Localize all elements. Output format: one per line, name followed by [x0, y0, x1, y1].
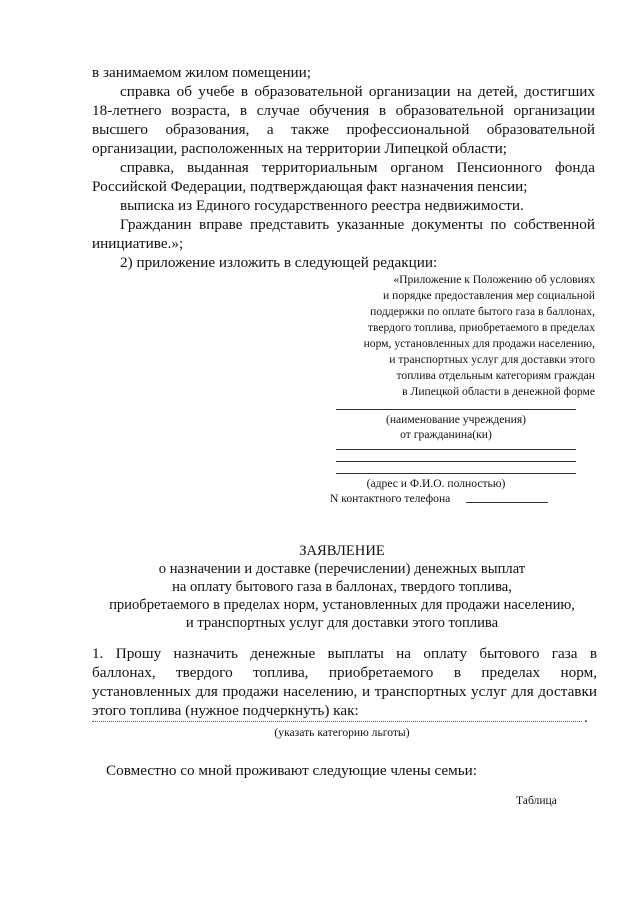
intro-line-7: Российской Федерации, подтверждающая факт назначения пенсии; — [92, 178, 528, 195]
statement-subtitle-3: приобретаемого в пределах норм, установленных для продажи населению, — [109, 597, 575, 613]
request-line-3: установленных для продажи населению, и транспортных услуг для доставки — [92, 683, 597, 700]
from-citizen-label: от гражданина(ки) — [400, 428, 492, 441]
request-line-1: 1. Прошу назначить денежные выплаты на оплату бытового газа в — [92, 645, 597, 662]
appendix-line-8: в Липецкой области в денежной форме — [402, 385, 595, 398]
institution-caption: (наименование учреждения) — [385, 413, 527, 426]
phone-label: N контактного телефона — [330, 492, 451, 505]
appendix-line-7: топлива отдельным категориям граждан — [396, 369, 595, 382]
benefit-category-period: . — [584, 709, 588, 726]
benefit-category-line — [92, 721, 582, 722]
request-line-4: этого топлива (нужное подчеркнуть) как: — [92, 702, 359, 719]
request-line-2: баллонах, твердого топлива, приобретаемого в пределах норм, — [92, 664, 597, 681]
intro-line-5: организации, расположенных на территории Липецкой области; — [92, 140, 507, 157]
name-rule-3 — [336, 473, 576, 474]
benefit-category-caption: (указать категорию льготы) — [274, 726, 410, 739]
name-rule-2 — [336, 461, 576, 462]
intro-line-6: справка, выданная территориальным органом Пенсионного фонда — [120, 159, 595, 176]
intro-line-3: 18-летнего возраста, в случае обучения в образовательной организации — [92, 102, 595, 119]
appendix-line-1: «Приложение к Положению об условиях — [393, 273, 595, 286]
intro-line-8: выписка из Единого государственного реестра недвижимости. — [120, 197, 524, 214]
intro-line-10: инициативе.»; — [92, 235, 184, 252]
phone-rule — [466, 502, 548, 503]
appendix-line-2: и порядке предоставления мер социальной — [383, 289, 595, 302]
statement-subtitle-1: о назначении и доставке (перечислении) денежных выплат — [158, 561, 526, 577]
appendix-line-5: норм, установленных для продажи населению, — [363, 337, 595, 350]
intro-line-9: Гражданин вправе представить указанные документы по собственной — [120, 216, 595, 233]
table-label: Таблица — [516, 794, 557, 807]
name-rule-1 — [336, 449, 576, 450]
intro-line-11: 2) приложение изложить в следующей редакции: — [120, 254, 438, 271]
intro-line-2: справка об учебе в образовательной организации на детей, достигших — [120, 83, 595, 100]
statement-subtitle-4: и транспортных услуг для доставки этого топлива — [185, 615, 499, 631]
intro-line-4: высшего образования, а также профессиональной образовательной — [92, 121, 595, 138]
appendix-line-4: твердого топлива, приобретаемого в пределах — [367, 321, 595, 334]
statement-heading: ЗАЯВЛЕНИЕ — [299, 543, 385, 559]
family-members-text: Совместно со мной проживают следующие члены семьи: — [106, 762, 478, 779]
address-caption: (адрес и Ф.И.О. полностью) — [366, 477, 506, 490]
statement-subtitle-2: на оплату бытового газа в баллонах, твердого топлива, — [172, 579, 512, 595]
institution-rule — [336, 409, 576, 410]
appendix-line-6: и транспортных услуг для доставки этого — [389, 353, 595, 366]
intro-line-1: в занимаемом жилом помещении; — [92, 64, 312, 81]
appendix-line-3: поддержки по оплате бытого газа в баллонах, — [370, 305, 595, 318]
